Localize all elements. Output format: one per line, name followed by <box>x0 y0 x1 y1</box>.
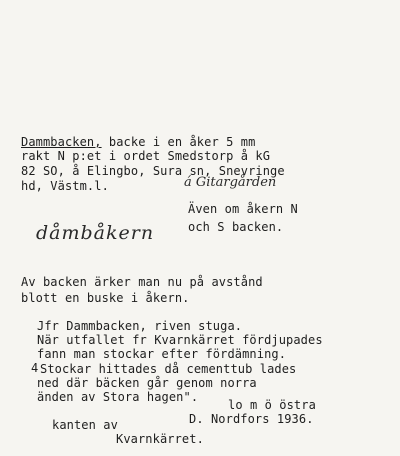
entry-line-16: Kvarnkärret. <box>116 432 204 446</box>
entry-line-12: Stockar hittades då cementtub lades <box>40 362 297 376</box>
entry-line-7: Av backen ärker man nu på avstånd <box>21 275 263 289</box>
entry-line-2: rakt N p:et i ordet Smedstorp å kG <box>21 149 271 163</box>
entry-line-1 <box>21 136 255 149</box>
source-location-line: lo m ö östra <box>228 398 316 412</box>
entry-line-6: och S backen. <box>188 220 284 234</box>
entry-line-14: änden av Stora hagen". <box>37 390 199 404</box>
handwritten-dialect-form: dåmbåkern <box>36 222 155 244</box>
entry-line-1-text: backe i en åker 5 mm <box>101 135 256 149</box>
entry-line-8: blott en buske i åkern. <box>21 291 190 305</box>
source-signature: D. Nordfors 1936. <box>189 412 314 426</box>
entry-line-3: 82 SO, å Elingbo, Sura sn, Snevringe <box>21 164 285 178</box>
entry-line-10: När utfallet fr Kvarnkärret fördjupades <box>37 333 323 347</box>
handwritten-location-note: á Gitargården <box>184 175 277 190</box>
entry-line-15: kanten av <box>52 418 118 432</box>
entry-line-13: ned där bäcken går genom norra <box>37 376 257 390</box>
entry-line-11: fann man stockar efter fördämning. <box>37 347 287 361</box>
place-name-headword: Dammbacken, <box>21 135 102 149</box>
entry-line-5: Även om åkern N <box>188 202 298 216</box>
entry-line-9: Jfr Dammbacken, riven stuga. <box>37 319 243 333</box>
quote-mark-number: 4 <box>31 361 39 375</box>
entry-line-4: hd, Västm.l. <box>21 179 109 193</box>
